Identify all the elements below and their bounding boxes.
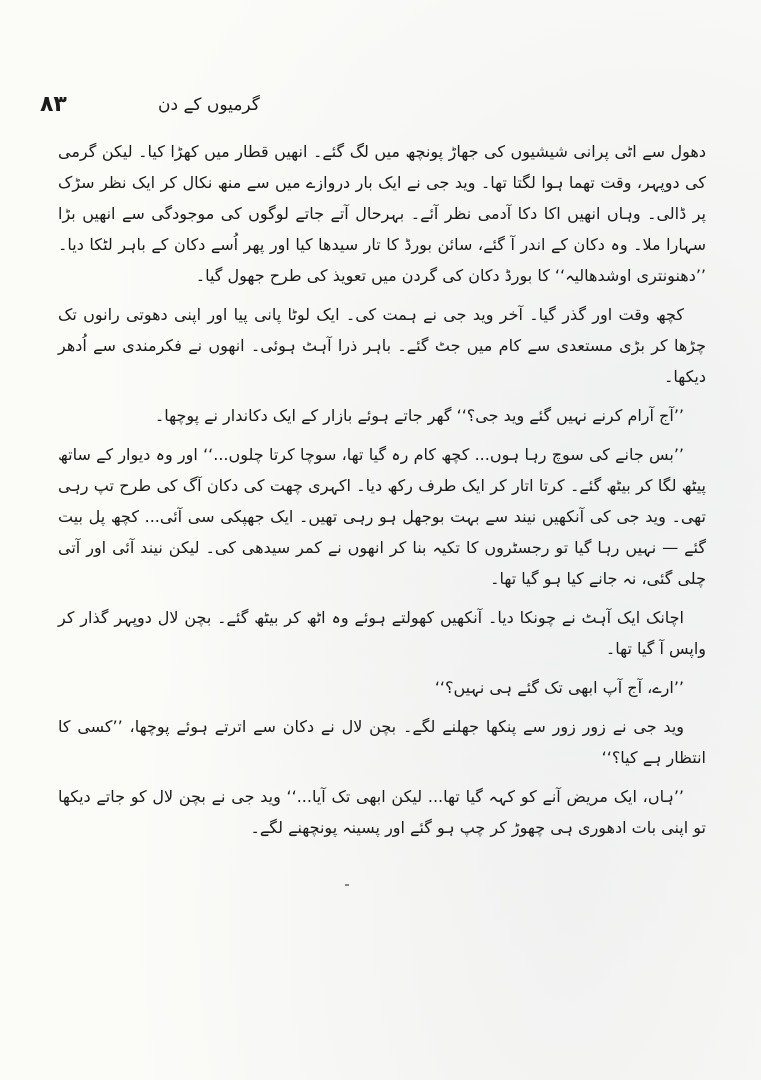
- running-title: گرمیوں کے دن: [158, 95, 260, 115]
- paragraph: ’’بس جانے کی سوچ رہا ہوں... کچھ کام رہ گیا تھا، سوچا کرتا چلوں...‘‘ اور وہ دیوار کے ساتھ پیٹھ لگا کر بیٹھ گئے۔ کرتا اتار کر ایک طرف رکھ دیا۔ اکہری چھت کی دکان آگ کی طرح تپ رہی تھی۔ وید جی کی آنکھیں نیند سے بہت بوجھل ہو رہی تھیں۔ ایک جھپکی سی آئی... کچھ پل بیت گئے — نہیں رہا گیا تو رجسٹروں کا تکیہ بنا کر انھوں نے کمر سیدھی کی۔ لیکن نیند آئی اور آتی چلی گئی، نہ جانے کیا ہو گیا تھا۔: [58, 445, 706, 588]
- scan-mark: [345, 884, 349, 886]
- paragraph: کچھ وقت اور گذر گیا۔ آخر وید جی نے ہمت کی۔ ایک لوٹا پانی پیا اور اپنی دھوتی رانوں تک چڑھا کر بڑی مستعدی سے کام میں جٹ گئے۔ باہر ذرا آہٹ ہوئی۔ انھوں نے فکرمندی سے اُدھر دیکھا۔: [58, 305, 706, 386]
- paragraph: وید جی نے زور زور سے پنکھا جھلنے لگے۔ بچن لال نے دکان سے اترتے ہوئے پوچھا، ’’کسی کا انتظار ہے کیا؟‘‘: [58, 717, 706, 767]
- paragraph: ’’آج آرام کرنے نہیں گئے وید جی؟‘‘ گھر جاتے ہوئے بازار کے ایک دکاندار نے پوچھا۔: [154, 406, 684, 425]
- story-text: [58, 136, 706, 851]
- page-header: [40, 92, 720, 128]
- paragraph: ’’ارے، آج آپ ابھی تک گئے ہی نہیں؟‘‘: [434, 678, 684, 697]
- paragraph: اچانک ایک آہٹ نے چونکا دیا۔ آنکھیں کھولتے ہوئے وہ اٹھ کر بیٹھ گئے۔ بچن لال دوپہر گذار کر واپس آ گیا تھا۔: [58, 608, 706, 658]
- page-number: ۸۳: [40, 92, 67, 117]
- paragraph: دھول سے اٹی پرانی شیشیوں کی جھاڑ پونچھ میں لگ گئے۔ انھیں قطار میں کھڑا کیا۔ لیکن گرمی کی دوپہر، وقت تھما ہوا لگتا تھا۔ وید جی نے ایک بار دروازے میں سے منھ نکال کر ایک نظر سڑک پر ڈالی۔ وہاں انھیں اکا دکا آدمی نظر آئے۔ بہرحال آتے جاتے لوگوں کی موجودگی سے انھیں بڑا سہارا ملا۔ وہ دکان کے اندر آ گئے، سائن بورڈ کا تار سیدھا کیا اور پھر اُسے دکان کے باہر لٹکا دیا۔ ’’دھنونتری اوشدھالیہ‘‘ کا بورڈ دکان کی گردن میں تعویذ کی طرح جھول گیا۔: [58, 142, 706, 285]
- paragraph: ’’ہاں، ایک مریض آنے کو کہہ گیا تھا... لیکن ابھی تک آیا...‘‘ وید جی نے بچن لال کو جاتے دیکھا تو اپنی بات ادھوری ہی چھوڑ کر چپ ہو گئے اور پسینہ پونچھنے لگے۔: [58, 787, 706, 837]
